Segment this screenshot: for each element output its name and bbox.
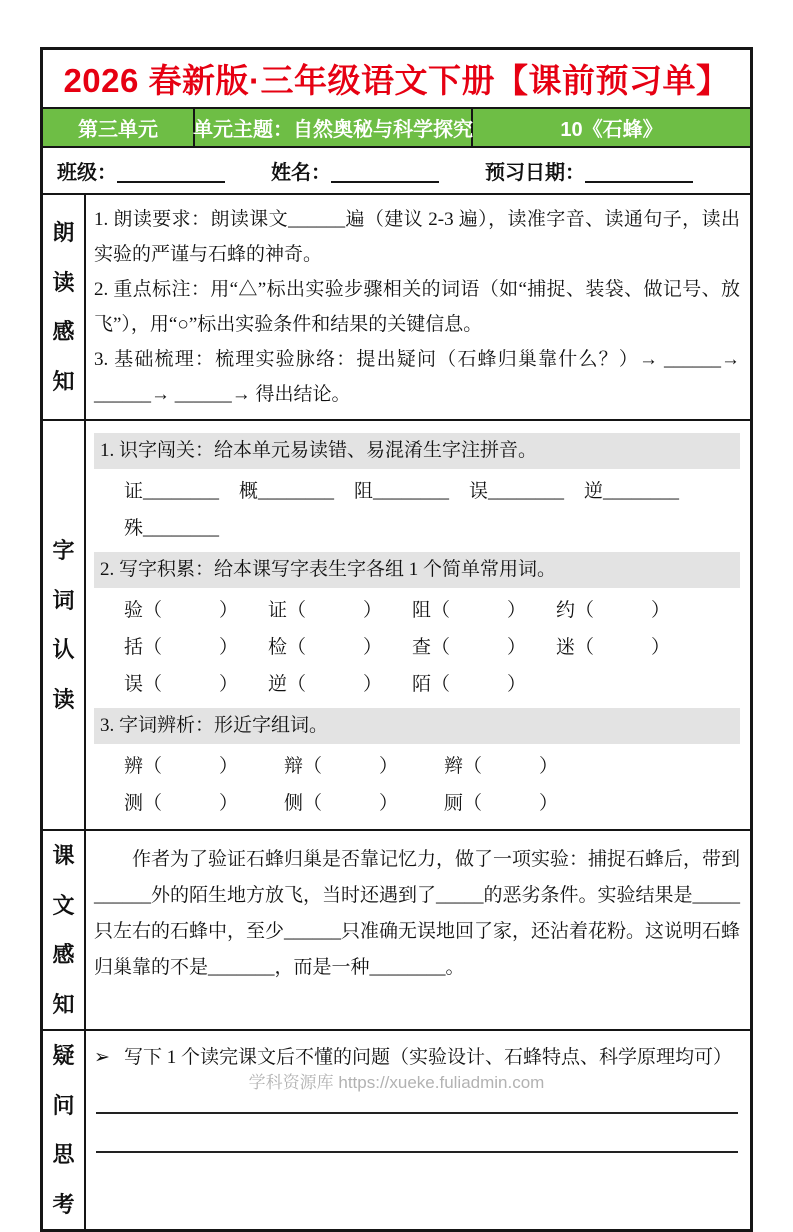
word-row [94, 629, 740, 666]
section-passage-content [86, 831, 750, 1029]
info-row [43, 148, 750, 195]
section-words-content [86, 421, 750, 829]
page-title: 2026 春新版·三年级语文下册【课前预习单】 [63, 62, 730, 99]
section-words-label: 字词认读 [43, 421, 86, 829]
instruction-item: 2. 重点标注：用“△”标出实验步骤相关的词语（如“捕捉、装袋、做记号、放飞”），用“○”标出实验条件和结果的关键信息。 [94, 279, 740, 335]
word-cell: 辨（ ） [124, 756, 239, 777]
word-cell: 陌（ ） [412, 674, 527, 695]
word-cell: 辫（ ） [444, 756, 559, 777]
date-blank [585, 159, 693, 183]
date-label: 预习日期： [485, 162, 585, 184]
instruction-item: 1. 朗读要求：朗读课文______遍（建议 2-3 遍），读准字音、读通句子，读出实验的严谨与石蜂的神奇。 [94, 209, 740, 265]
section-reading-content [86, 195, 750, 419]
word-cell: 证________ [124, 481, 220, 502]
arrow-bullet-icon: ➢ [94, 1047, 110, 1068]
word-cell: 测（ ） [124, 793, 239, 814]
footer-source: 学科资源库 https://xueke.fuliadmin.com [248, 1073, 545, 1092]
unit-banner [43, 107, 750, 148]
section-question-label: 疑问思考 [43, 1031, 86, 1229]
word-row [94, 785, 740, 822]
word-cell: 阻（ ） [412, 600, 527, 621]
banner-unit: 第三单元 [43, 109, 195, 146]
passage-paragraph: 作者为了验证石蜂归巢是否靠记忆力，做了一项实验：捕捉石蜂后，带到______外的陌生地方放飞，当时还遇到了_____的恶劣条件。实验结果是_____只左右的石蜂中，至少______只准确无误地回了家，还沾着花粉。这说明石蜂归巢靠的不是_______，而是一种________。 [94, 849, 741, 978]
block-heading-compare: 3. 字词辨析：形近字组词。 [94, 708, 740, 744]
word-cell: 迷（ ） [556, 637, 671, 658]
class-label: 班级： [57, 162, 117, 184]
word-cell: 证（ ） [268, 600, 383, 621]
word-cell: 阻________ [354, 481, 450, 502]
word-cell: 概________ [239, 481, 335, 502]
section-reading-label: 朗读感知 [43, 195, 86, 419]
class-blank [117, 159, 225, 183]
banner-lesson: 10《石蜂》 [560, 119, 663, 141]
word-row [94, 510, 740, 547]
word-cell: 侧（ ） [284, 793, 399, 814]
word-row [94, 592, 740, 629]
word-cell: 辩（ ） [284, 756, 399, 777]
word-cell: 殊________ [124, 518, 220, 539]
section-passage [43, 831, 750, 1031]
answer-line [96, 1114, 738, 1153]
word-cell: 验（ ） [124, 600, 239, 621]
word-cell: 厕（ ） [444, 793, 559, 814]
word-cell: 误（ ） [124, 674, 239, 695]
word-row [94, 473, 740, 510]
section-reading [43, 195, 750, 421]
section-passage-label: 课文感知 [43, 831, 86, 1029]
worksheet [40, 47, 753, 1232]
question-prompt: 写下 1 个读完课文后不懂的问题（实验设计、石蜂特点、科学原理均可） [124, 1047, 733, 1068]
word-cell: 逆（ ） [268, 674, 383, 695]
name-blank [331, 159, 439, 183]
word-cell: 误________ [469, 481, 565, 502]
instruction-item: 3. 基础梳理：梳理实验脉络：提出疑问（石蜂归巢靠什么？）→ ______→ ______→ ______→ 得出结论。 [94, 349, 740, 405]
section-words [43, 421, 750, 831]
word-cell: 约（ ） [556, 600, 671, 621]
word-cell: 检（ ） [268, 637, 383, 658]
word-cell: 逆________ [584, 481, 680, 502]
block-heading-writing: 2. 写字积累：给本课写字表生字各组 1 个简单常用词。 [94, 552, 740, 588]
word-cell: 查（ ） [412, 637, 527, 658]
name-label: 姓名： [271, 162, 331, 184]
word-row [94, 748, 740, 785]
section-question-content [86, 1031, 750, 1229]
block-heading-pinyin: 1. 识字闯关：给本单元易读错、易混淆生字注拼音。 [94, 433, 740, 469]
section-question [43, 1031, 750, 1229]
word-cell: 括（ ） [124, 637, 239, 658]
word-row [94, 666, 740, 703]
banner-theme: 单元主题：自然奥秘与科学探究 [195, 109, 473, 146]
